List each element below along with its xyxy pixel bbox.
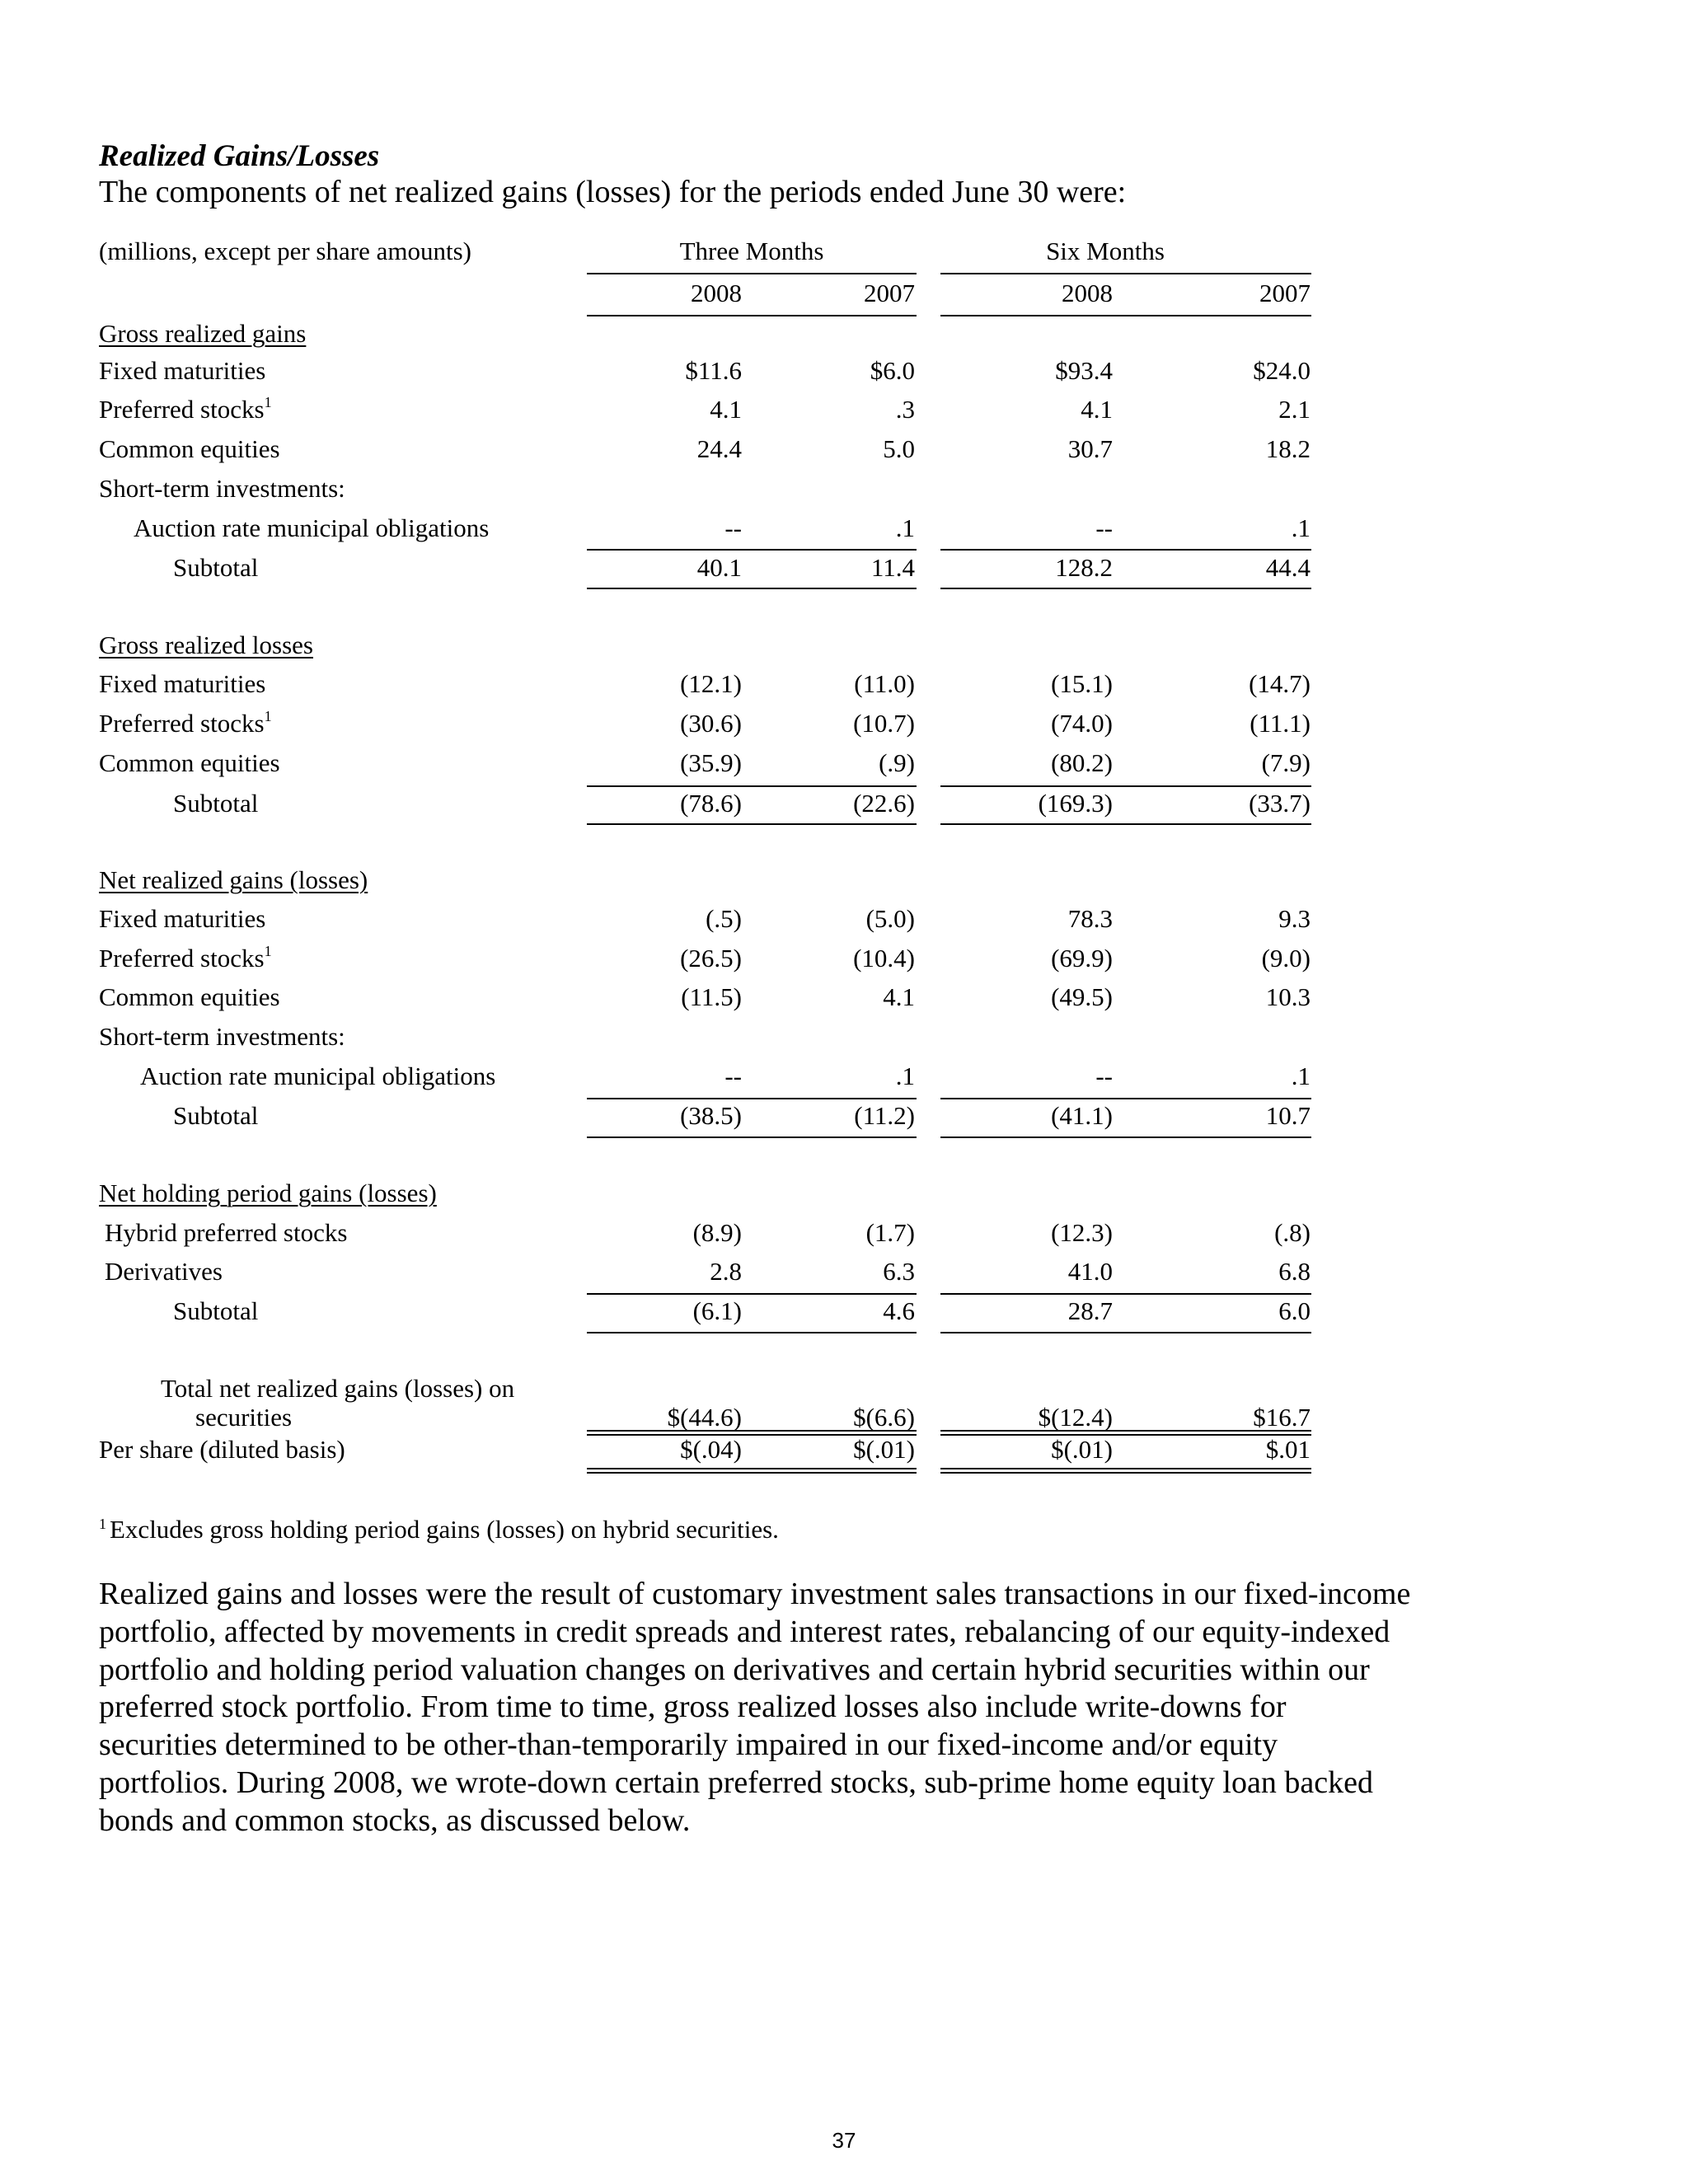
table-cell: 6.3 <box>883 1257 915 1286</box>
subtotal-label: Subtotal <box>173 789 259 818</box>
table-cell: (169.3) <box>1038 789 1113 818</box>
subtotal-rule <box>587 588 917 589</box>
table-cell: 4.1 <box>710 395 742 424</box>
table-cell: (9.0) <box>1261 944 1311 972</box>
subtotal-rule <box>587 1137 917 1138</box>
table-cell: 9.3 <box>1278 904 1311 933</box>
table-cell: (22.6) <box>853 789 915 818</box>
table-cell: .1 <box>1291 1062 1311 1090</box>
three-months-header: Three Months <box>679 237 824 265</box>
table-cell: 2.8 <box>710 1257 742 1286</box>
table-cell: 10.7 <box>1265 1101 1311 1130</box>
total-label-line2: securities <box>195 1403 293 1432</box>
footnote <box>99 1515 779 1544</box>
table-cell: (7.9) <box>1261 748 1311 777</box>
table-cell: 28.7 <box>1067 1296 1113 1325</box>
table-cell: (.8) <box>1274 1218 1311 1247</box>
net-realized-heading: Net realized gains (losses) <box>99 865 368 894</box>
table-cell: (14.7) <box>1249 669 1311 698</box>
per-share-double-rule <box>940 1472 1311 1474</box>
table-cell: 4.6 <box>883 1296 915 1325</box>
subtotal-rule <box>587 1332 917 1333</box>
header-rule <box>587 315 917 316</box>
table-cell: $24.0 <box>1253 356 1311 385</box>
table-cell: 44.4 <box>1265 553 1311 582</box>
row-label: Preferred stocks$^1$ <box>99 394 272 424</box>
total-double-rule <box>940 1430 1311 1432</box>
table-cell: (11.5) <box>681 982 742 1011</box>
table-cell: .1 <box>1291 513 1311 542</box>
table-cell: (.9) <box>879 748 915 777</box>
table-cell: -- <box>1095 1062 1113 1090</box>
six-months-header: Six Months <box>1046 237 1165 265</box>
table-cell: 128.2 <box>1055 553 1113 582</box>
intro-text: The components of net realized gains (losses) for the periods ended June 30 were: <box>99 175 1127 209</box>
table-cell: 40.1 <box>696 553 742 582</box>
row-label: Common equities <box>99 434 280 463</box>
paragraph-line: portfolios. During 2008, we wrote-down certain preferred stocks, sub-prime home equity loan backed <box>99 1765 1373 1800</box>
per-share-double-rule <box>587 1468 917 1469</box>
units-label: (millions, except per share amounts) <box>99 237 471 265</box>
table-cell: .1 <box>895 513 915 542</box>
table-cell: (5.0) <box>865 904 915 933</box>
page-number: 37 <box>832 2128 856 2153</box>
table-cell: (78.6) <box>680 789 742 818</box>
table-cell: (30.6) <box>680 709 742 738</box>
footnote-text: Excludes gross holding period gains (losses) on hybrid securities. <box>110 1515 779 1544</box>
year-header: 2007 <box>1259 279 1311 307</box>
table-cell: 6.8 <box>1278 1257 1311 1286</box>
per-share-double-rule <box>940 1468 1311 1469</box>
table-cell: 4.1 <box>1081 395 1113 424</box>
table-cell: 2.1 <box>1278 395 1311 424</box>
subtotal-rule <box>940 1332 1311 1333</box>
subtotal-rule <box>940 549 1311 551</box>
table-cell: (12.1) <box>680 669 742 698</box>
row-label: Fixed maturities <box>99 904 266 933</box>
table-cell: 24.4 <box>696 434 742 463</box>
subtotal-label: Subtotal <box>173 1101 259 1130</box>
table-cell: 4.1 <box>883 982 915 1011</box>
table-cell: (41.1) <box>1051 1101 1113 1130</box>
six-months-rule <box>940 273 1311 274</box>
row-label: Hybrid preferred stocks <box>105 1218 348 1247</box>
subtotal-rule <box>940 1137 1311 1138</box>
table-cell: 6.0 <box>1278 1296 1311 1325</box>
per-share-double-rule <box>587 1472 917 1474</box>
subtotal-rule <box>587 1098 917 1099</box>
row-label: Short-term investments: <box>99 474 345 503</box>
subtotal-label: Subtotal <box>173 1296 259 1325</box>
table-cell: -- <box>724 1062 742 1090</box>
row-label: Common equities <box>99 748 280 777</box>
table-cell: (10.7) <box>853 709 915 738</box>
table-cell: (10.4) <box>853 944 915 972</box>
table-cell: -- <box>724 513 742 542</box>
subtotal-rule <box>940 1098 1311 1099</box>
table-cell: 78.3 <box>1067 904 1113 933</box>
table-cell: $(12.4) <box>1038 1403 1113 1432</box>
row-label: Short-term investments: <box>99 1022 345 1051</box>
explanatory-paragraph <box>99 1576 1517 1840</box>
table-cell: (11.2) <box>854 1101 915 1130</box>
table-cell: (26.5) <box>680 944 742 972</box>
table-cell: $6.0 <box>870 356 915 385</box>
table-cell: (49.5) <box>1051 982 1113 1011</box>
subtotal-rule <box>587 823 917 825</box>
row-label: Common equities <box>99 982 280 1011</box>
table-cell: 41.0 <box>1067 1257 1113 1286</box>
footnote-ref: 1 <box>264 708 272 724</box>
footnote-ref: 1 <box>264 394 272 410</box>
table-cell: (6.1) <box>692 1296 742 1325</box>
paragraph-line: preferred stock portfolio. From time to time, gross realized losses also include write-downs for <box>99 1690 1287 1725</box>
paragraph-line: Realized gains and losses were the result of customary investment sales transactions in our fixed-income <box>99 1577 1411 1611</box>
gross-gains-heading: Gross realized gains <box>99 319 307 348</box>
row-label: Fixed maturities <box>99 356 266 385</box>
table-cell: (35.9) <box>680 748 742 777</box>
paragraph-line: bonds and common stocks, as discussed below. <box>99 1802 691 1838</box>
holding-period-heading: Net holding period gains (losses) <box>99 1179 437 1207</box>
table-cell: 10.3 <box>1265 982 1311 1011</box>
year-header: 2008 <box>691 279 742 307</box>
table-cell: (74.0) <box>1051 709 1113 738</box>
subtotal-rule <box>587 549 917 551</box>
row-label: Preferred stocks$^1$ <box>99 708 272 738</box>
subtotal-rule <box>940 785 1311 787</box>
paragraph-line: portfolio and holding period valuation changes on derivatives and certain hybrid securities within our <box>99 1652 1370 1687</box>
table-cell: -- <box>1095 513 1113 542</box>
table-cell: $(44.6) <box>667 1403 742 1432</box>
table-cell: $16.7 <box>1253 1403 1311 1432</box>
subtotal-label: Subtotal <box>173 553 259 582</box>
table-cell: (12.3) <box>1051 1218 1113 1247</box>
table-cell: $(.01) <box>1051 1435 1113 1464</box>
gross-losses-heading: Gross realized losses <box>99 630 313 659</box>
row-label: Fixed maturities <box>99 669 266 698</box>
table-cell: $.01 <box>1265 1435 1311 1464</box>
subtotal-rule <box>587 1293 917 1295</box>
year-header: 2007 <box>864 279 915 307</box>
table-cell: .1 <box>895 1062 915 1090</box>
footnote-mark: 1 <box>99 1516 106 1532</box>
table-cell: (15.1) <box>1051 669 1113 698</box>
table-cell: (8.9) <box>692 1218 742 1247</box>
table-cell: (33.7) <box>1249 789 1311 818</box>
subtotal-rule <box>940 1293 1311 1295</box>
row-label: Derivatives <box>105 1257 223 1286</box>
table-cell: .3 <box>895 395 915 424</box>
table-cell: (.5) <box>706 904 742 933</box>
three-months-rule <box>587 273 917 274</box>
table-cell: (69.9) <box>1051 944 1113 972</box>
row-label: Auction rate municipal obligations <box>140 1062 496 1090</box>
table-cell: 30.7 <box>1067 434 1113 463</box>
table-cell: (38.5) <box>680 1101 742 1130</box>
row-label: Auction rate municipal obligations <box>134 513 490 542</box>
table-cell: 11.4 <box>870 553 915 582</box>
paragraph-line: securities determined to be other-than-temporarily impaired in our fixed-income and/or equity <box>99 1727 1278 1763</box>
total-double-rule <box>587 1430 917 1432</box>
per-share-label: Per share (diluted basis) <box>99 1435 345 1464</box>
year-header: 2008 <box>1062 279 1113 307</box>
table-cell: (11.1) <box>1250 709 1311 738</box>
table-cell: 18.2 <box>1265 434 1311 463</box>
table-cell: $(.04) <box>680 1435 742 1464</box>
subtotal-rule <box>587 785 917 787</box>
paragraph-line: portfolio, affected by movements in credit spreads and interest rates, rebalancing of our equity-indexed <box>99 1614 1390 1649</box>
row-label: Preferred stocks$^1$ <box>99 943 272 972</box>
subtotal-rule <box>940 588 1311 589</box>
table-cell: (1.7) <box>865 1218 915 1247</box>
footnote-ref: 1 <box>264 943 272 959</box>
table-cell: (80.2) <box>1051 748 1113 777</box>
table-cell: $(6.6) <box>853 1403 915 1432</box>
table-cell: $11.6 <box>685 356 742 385</box>
section-title: Realized Gains/Losses <box>99 139 380 173</box>
table-cell: $(.01) <box>853 1435 915 1464</box>
table-cell: $93.4 <box>1055 356 1113 385</box>
table-cell: (11.0) <box>854 669 915 698</box>
subtotal-rule <box>940 823 1311 825</box>
header-rule <box>940 315 1311 316</box>
table-cell: 5.0 <box>883 434 915 463</box>
total-label-line1: Total net realized gains (losses) on <box>161 1374 515 1403</box>
